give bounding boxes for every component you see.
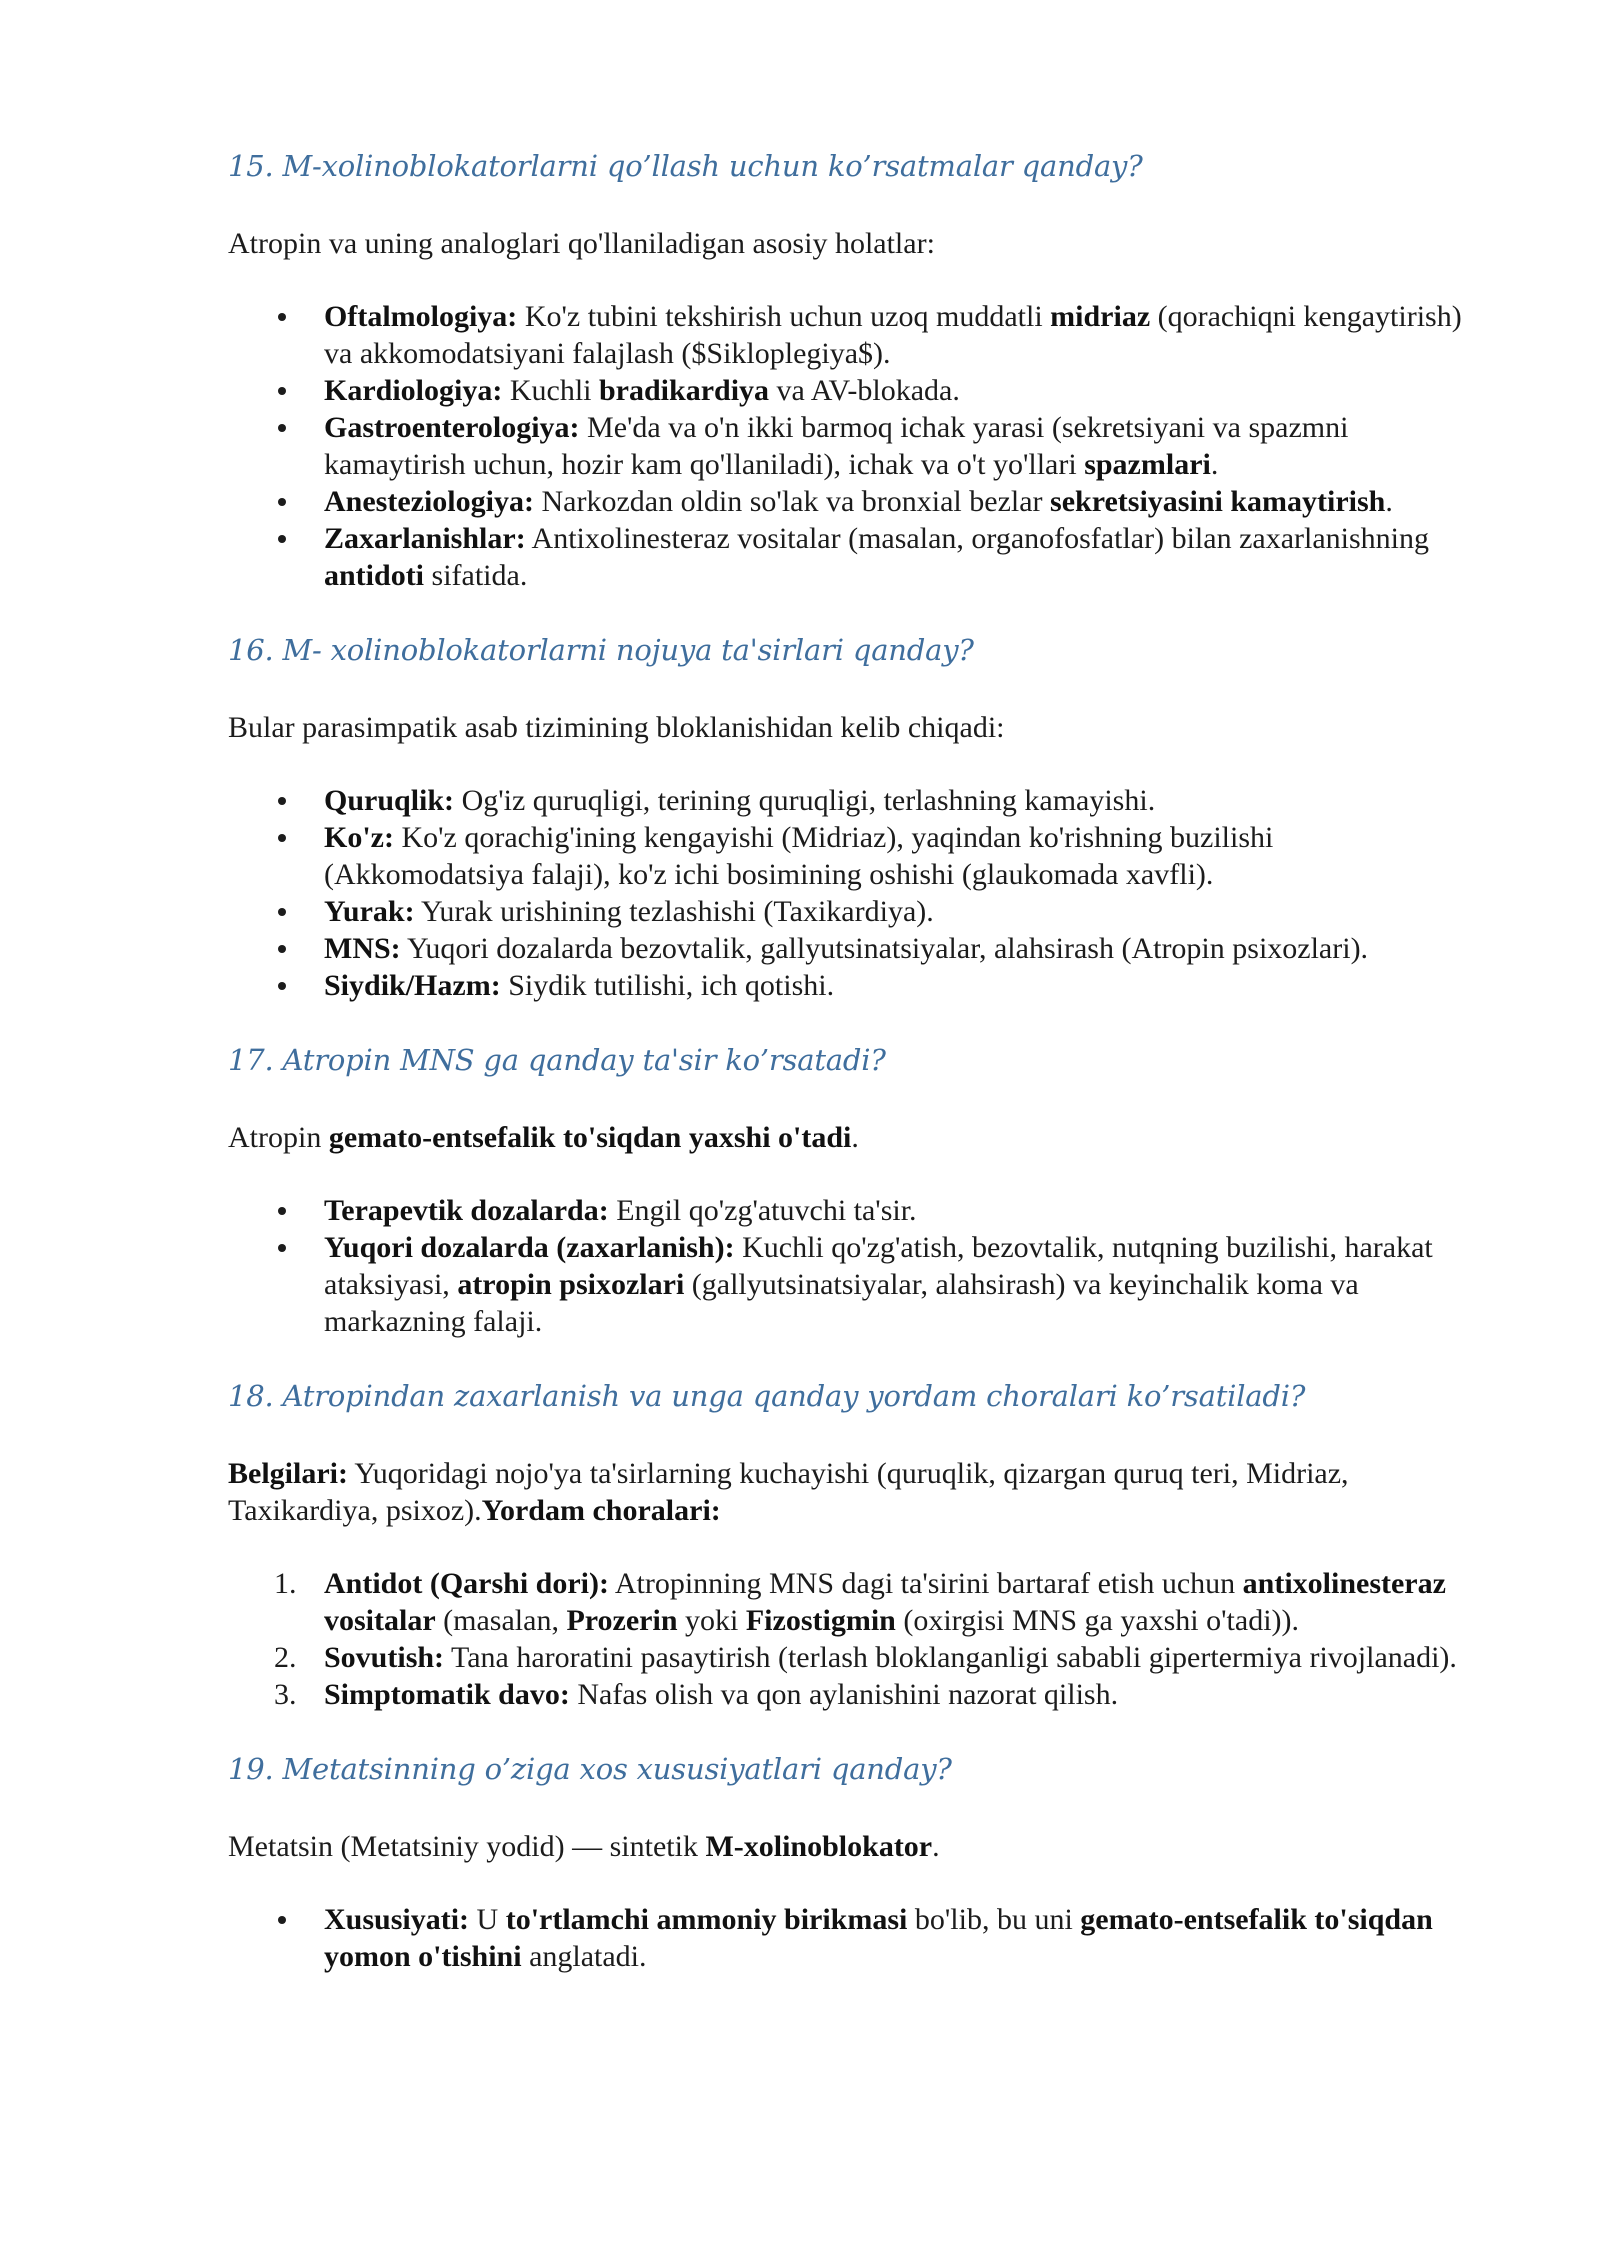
list-item [274, 1565, 1480, 1639]
text-run: Nafas olish va qon aylanishini nazorat qilish. [569, 1678, 1119, 1711]
list-item [324, 520, 1480, 594]
bold-text: Siydik/Hazm: [324, 969, 501, 1002]
text-run: Yuqoridagi nojo'ya ta'sirlarning kuchayishi (quruqlik, qizargan quruq teri, Midriaz, Taxikardiya, psixoz). [228, 1457, 1349, 1527]
text-run: . [932, 1830, 940, 1863]
text-run: (qorachiqni kengaytirish) va akkomodatsiyani falajlash ($Sikloplegiya$). [324, 300, 1462, 370]
item-number: 2. [274, 1641, 297, 1674]
bullet-list [228, 298, 1480, 594]
bullet-list [228, 782, 1480, 1004]
bold-text: Quruqlik: [324, 784, 455, 817]
bold-text: midriaz [1050, 300, 1151, 333]
bold-text: Yordam choralari: [481, 1494, 721, 1527]
text-run: (masalan, [435, 1604, 567, 1637]
list-item [324, 409, 1480, 483]
bullet-list [228, 1192, 1480, 1340]
list-item [324, 819, 1480, 893]
text-run: . [1385, 485, 1393, 518]
list-item [274, 1676, 1480, 1713]
text-run: anglatadi. [521, 1940, 647, 1973]
text-run: sifatida. [424, 559, 528, 592]
question-heading: 18. Atropindan zaxarlanish va unga qanday yordam choralari ko’rsatiladi? [228, 1379, 1306, 1413]
text-run: (gallyutsinatsiyalar, alahsirash) va keyinchalik koma va markazning falaji. [324, 1268, 1359, 1338]
item-number: 3. [274, 1678, 297, 1711]
list-item [324, 1192, 1480, 1229]
text-run: Engil qo'zg'atuvchi ta'sir. [608, 1194, 917, 1227]
text-run: Kuchli qo'zg'atish, bezovtalik, nutqning buzilishi, harakat ataksiyasi, [324, 1231, 1433, 1301]
bold-text: bradikardiya [599, 374, 770, 407]
text-run: Antixolinesteraz vositalar (masalan, organofosfatlar) bilan zaxarlanishning [525, 522, 1429, 555]
bullet-list [228, 1901, 1480, 1975]
bold-text: gemato-entsefalik to'siqdan yaxshi o'tadi [328, 1121, 852, 1154]
list-item [324, 1901, 1480, 1975]
text-run: Tana haroratini pasaytirish (terlash bloklanganligi sababli gipertermiya rivojlanadi). [444, 1641, 1457, 1674]
numbered-list [228, 1565, 1480, 1713]
text-run: Narkozdan oldin so'lak va bronxial bezlar [533, 485, 1051, 518]
bold-text: Simptomatik davo: [324, 1678, 570, 1711]
bold-text: Sovutish: [324, 1641, 445, 1674]
text-run: Me'da va o'n ikki barmoq ichak yarasi (sekretsiyani va spazmni kamaytirish uchun, hozir kam qo'llaniladi), ichak va o't yo'llari [324, 411, 1349, 481]
question-heading: 17. Atropin MNS ga qanday ta'sir ko’rsatadi? [228, 1043, 886, 1077]
bold-text: Belgilari: [228, 1457, 348, 1490]
intro-paragraph: Atropin va uning analoglari qo'llaniladigan asosiy holatlar: [228, 227, 935, 260]
bold-text: Terapevtik dozalarda: [324, 1194, 609, 1227]
list-item [324, 372, 1480, 409]
bold-text: spazmlari [1084, 448, 1211, 481]
text-run: va AV-blokada. [769, 374, 960, 407]
text-run: Yurak urishining tezlashishi (Taxikardiya). [414, 895, 934, 928]
bold-text: Gastroenterologiya: [324, 411, 580, 444]
bold-text: gemato-entsefalik to'siqdan yomon o'tishini [324, 1903, 1433, 1973]
bold-text: atropin psixozlari [457, 1268, 685, 1301]
list-item [324, 930, 1480, 967]
text-run: Metatsin (Metatsiniy yodid) — sintetik [228, 1830, 706, 1863]
bold-text: Yurak: [324, 895, 415, 928]
bold-text: Kardiologiya: [324, 374, 503, 407]
bold-text: Zaxarlanishlar: [324, 522, 526, 555]
bold-text: Anesteziologiya: [324, 485, 534, 518]
bold-text: Fizostigmin [745, 1604, 896, 1637]
list-item [324, 483, 1480, 520]
text-run: (oxirgisi MNS ga yaxshi o'tadi)). [895, 1604, 1300, 1637]
bold-text: Antidot (Qarshi dori): [324, 1567, 609, 1600]
list-item [324, 782, 1480, 819]
question-heading: 19. Metatsinning o’ziga xos xususiyatlari qanday? [228, 1752, 952, 1786]
text-run: Atropinning MNS dagi ta'sirini bartaraf etish uchun [609, 1567, 1243, 1600]
text-run: yoki [677, 1604, 746, 1637]
list-item [324, 1229, 1480, 1340]
bold-text: Prozerin [566, 1604, 678, 1637]
list-item [324, 298, 1480, 372]
text-run: bo'lib, bu uni [907, 1903, 1081, 1936]
bold-text: Oftalmologiya: [324, 300, 518, 333]
intro-paragraph [228, 1828, 1480, 1865]
text-run: Yuqori dozalarda bezovtalik, gallyutsinatsiyalar, alahsirash (Atropin psixozlari). [400, 932, 1369, 965]
bold-text: MNS: [324, 932, 401, 965]
intro-paragraph [228, 1119, 1480, 1156]
bold-text: sekretsiyasini kamaytirish [1050, 485, 1386, 518]
list-item [324, 893, 1480, 930]
question-heading: 15. M-xolinoblokatorlarni qo’llash uchun ko’rsatmalar qanday? [228, 149, 1143, 183]
text-run: Kuchli [502, 374, 599, 407]
list-item [324, 967, 1480, 1004]
bold-text: antixolinesteraz vositalar [324, 1567, 1446, 1637]
text-run: Siydik tutilishi, ich qotishi. [500, 969, 835, 1002]
intro-paragraph: Bular parasimpatik asab tizimining bloklanishidan kelib chiqadi: [228, 711, 1005, 744]
bold-text: Xususiyati: [324, 1903, 470, 1936]
question-heading: 16. M- xolinoblokatorlarni nojuya ta'sirlari qanday? [228, 633, 974, 667]
text-run: Ko'z qorachig'ining kengayishi (Midriaz), yaqindan ko'rishning buzilishi (Akkomodatsiya falaji), ko'z ichi bosimining oshishi (glaukomada xavfli). [324, 821, 1274, 891]
item-number: 1. [274, 1567, 297, 1600]
bold-text: to'rtlamchi ammoniy birikmasi [505, 1903, 908, 1936]
bold-text: M-xolinoblokator [705, 1830, 933, 1863]
text-run: . [851, 1121, 859, 1154]
text-run: Ko'z tubini tekshirish uchun uzoq muddatli [517, 300, 1051, 333]
bold-text: Yuqori dozalarda (zaxarlanish): [324, 1231, 735, 1264]
text-run: Og'iz quruqligi, terining quruqligi, terlashning kamayishi. [454, 784, 1156, 817]
bold-text: Ko'z: [324, 821, 394, 854]
text-run: . [1210, 448, 1219, 481]
bold-text: antidoti [324, 559, 425, 592]
text-run: Atropin [228, 1121, 329, 1154]
text-run: U [469, 1903, 506, 1936]
list-item [274, 1639, 1480, 1676]
intro-paragraph [228, 1455, 1480, 1529]
